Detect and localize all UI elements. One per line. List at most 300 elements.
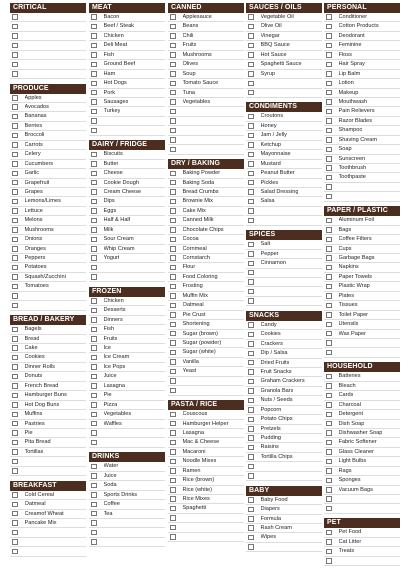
checkbox[interactable]: [248, 351, 254, 357]
checkbox[interactable]: [326, 255, 332, 261]
checkbox[interactable]: [170, 265, 176, 271]
checkbox[interactable]: [326, 118, 332, 124]
checkbox[interactable]: [248, 90, 254, 96]
checkbox[interactable]: [91, 317, 97, 323]
checkbox[interactable]: [326, 303, 332, 309]
list-item: [89, 51, 165, 60]
checkbox[interactable]: [326, 496, 332, 502]
checkbox[interactable]: [170, 312, 176, 318]
checkbox[interactable]: [91, 161, 97, 167]
checkbox[interactable]: [170, 118, 176, 124]
checkbox[interactable]: [12, 237, 18, 243]
checkbox[interactable]: [91, 412, 97, 418]
checkbox[interactable]: [170, 378, 176, 384]
checkbox[interactable]: [91, 71, 97, 77]
checkbox[interactable]: [91, 440, 97, 446]
checkbox[interactable]: [91, 43, 97, 49]
checkbox[interactable]: [91, 128, 97, 134]
checkbox[interactable]: [91, 109, 97, 115]
checkbox[interactable]: [170, 459, 176, 465]
checkbox[interactable]: [91, 90, 97, 96]
checkbox[interactable]: [170, 440, 176, 446]
checkbox[interactable]: [326, 274, 332, 280]
checkbox[interactable]: [326, 246, 332, 252]
item-label: Fish: [103, 51, 115, 58]
checkbox[interactable]: [248, 516, 254, 522]
checkbox[interactable]: [91, 81, 97, 87]
checkbox[interactable]: [248, 388, 254, 394]
checkbox[interactable]: [170, 421, 176, 427]
item-label: Treats: [338, 548, 355, 555]
checkbox[interactable]: [326, 81, 332, 87]
checkbox[interactable]: [170, 171, 176, 177]
checkbox[interactable]: [326, 539, 332, 545]
checkbox[interactable]: [326, 52, 332, 58]
checkbox[interactable]: [12, 539, 18, 545]
checkbox[interactable]: [12, 412, 18, 418]
checkbox[interactable]: [12, 199, 18, 205]
checkbox[interactable]: [248, 142, 254, 148]
checkbox[interactable]: [248, 369, 254, 375]
list-item: [168, 98, 244, 107]
checkbox[interactable]: [91, 308, 97, 314]
checkbox[interactable]: [12, 492, 18, 498]
checkbox[interactable]: [170, 227, 176, 233]
checkbox[interactable]: [12, 502, 18, 508]
list-item: [89, 226, 165, 235]
item-label: Broccoli: [24, 132, 45, 139]
list-item: [89, 32, 165, 41]
checkbox[interactable]: [12, 246, 18, 252]
checkbox[interactable]: [326, 99, 332, 105]
checkbox[interactable]: [12, 374, 18, 380]
checkbox[interactable]: [91, 393, 97, 399]
checkbox[interactable]: [12, 364, 18, 370]
checkbox[interactable]: [248, 322, 254, 328]
checkbox[interactable]: [12, 104, 18, 110]
checkbox[interactable]: [91, 502, 97, 508]
checkbox[interactable]: [326, 478, 332, 484]
checkbox[interactable]: [170, 534, 176, 540]
checkbox[interactable]: [326, 227, 332, 233]
checkbox[interactable]: [248, 199, 254, 205]
checkbox[interactable]: [12, 218, 18, 224]
checkbox[interactable]: [326, 558, 332, 564]
checkbox[interactable]: [326, 14, 332, 20]
checkbox[interactable]: [326, 383, 332, 389]
checkbox[interactable]: [248, 535, 254, 541]
checkbox[interactable]: [91, 483, 97, 489]
checkbox[interactable]: [170, 81, 176, 87]
checkbox[interactable]: [170, 237, 176, 243]
list-item: [10, 273, 86, 282]
checkbox[interactable]: [326, 412, 332, 418]
checkbox[interactable]: [170, 340, 176, 346]
checkbox[interactable]: [326, 293, 332, 299]
checkbox[interactable]: [248, 14, 254, 20]
checkbox[interactable]: [91, 421, 97, 427]
checkbox[interactable]: [326, 487, 332, 493]
checkbox[interactable]: [170, 255, 176, 261]
checkbox[interactable]: [326, 128, 332, 134]
checkbox[interactable]: [326, 468, 332, 474]
checkbox[interactable]: [326, 62, 332, 68]
checkbox[interactable]: [248, 445, 254, 451]
checkbox[interactable]: [91, 336, 97, 342]
checkbox[interactable]: [91, 237, 97, 243]
checkbox[interactable]: [170, 14, 176, 20]
checkbox[interactable]: [91, 62, 97, 68]
checkbox[interactable]: [248, 289, 254, 295]
checkbox[interactable]: [248, 62, 254, 68]
checkbox[interactable]: [12, 327, 18, 333]
checkbox[interactable]: [91, 171, 97, 177]
checkbox[interactable]: [248, 426, 254, 432]
item-label: Mushrooms: [24, 226, 54, 233]
checkbox[interactable]: [248, 123, 254, 129]
list-item: [10, 528, 86, 537]
checkbox[interactable]: [326, 43, 332, 49]
checkbox[interactable]: [326, 430, 332, 436]
checkbox[interactable]: [248, 24, 254, 30]
section-header: CRITICAL: [10, 3, 86, 13]
checkbox[interactable]: [91, 52, 97, 58]
checkbox[interactable]: [170, 180, 176, 186]
checkbox[interactable]: [326, 24, 332, 30]
checkbox[interactable]: [12, 393, 18, 399]
checkbox[interactable]: [170, 303, 176, 309]
checkbox[interactable]: [91, 492, 97, 498]
checkbox[interactable]: [248, 544, 254, 550]
checkbox[interactable]: [91, 180, 97, 186]
checkbox[interactable]: [326, 322, 332, 328]
checkbox[interactable]: [170, 359, 176, 365]
checkbox[interactable]: [12, 336, 18, 342]
checkbox[interactable]: [248, 454, 254, 460]
checkbox[interactable]: [91, 118, 97, 124]
checkbox[interactable]: [170, 199, 176, 205]
checkbox[interactable]: [170, 449, 176, 455]
list-item: [168, 410, 244, 419]
checkbox[interactable]: [248, 133, 254, 139]
checkbox[interactable]: [12, 152, 18, 158]
item-label: Rags: [338, 467, 352, 474]
checkbox[interactable]: [170, 90, 176, 96]
checkbox[interactable]: [91, 345, 97, 351]
checkbox[interactable]: [12, 549, 18, 555]
checkbox[interactable]: [248, 152, 254, 158]
checkbox[interactable]: [326, 218, 332, 224]
checkbox[interactable]: [326, 549, 332, 555]
checkbox[interactable]: [170, 293, 176, 299]
checkbox[interactable]: [12, 440, 18, 446]
checkbox[interactable]: [326, 331, 332, 337]
checkbox[interactable]: [248, 332, 254, 338]
checkbox[interactable]: [12, 33, 18, 39]
list-item: [324, 504, 400, 513]
item-label: Pretzels: [260, 425, 281, 432]
checkbox[interactable]: [170, 71, 176, 77]
checkbox[interactable]: [91, 218, 97, 224]
item-label: Olives: [182, 61, 199, 68]
checkbox[interactable]: [12, 530, 18, 536]
list-item: [168, 207, 244, 216]
checkbox[interactable]: [12, 421, 18, 427]
checkbox[interactable]: [12, 114, 18, 120]
checkbox[interactable]: [91, 430, 97, 436]
checkbox[interactable]: [12, 459, 18, 465]
checkbox[interactable]: [91, 464, 97, 470]
checkbox[interactable]: [12, 14, 18, 20]
checkbox[interactable]: [326, 175, 332, 181]
checkbox[interactable]: [91, 14, 97, 20]
list-item: [168, 330, 244, 339]
checkbox[interactable]: [12, 24, 18, 30]
checkbox[interactable]: [248, 180, 254, 186]
checkbox[interactable]: [170, 33, 176, 39]
checkbox[interactable]: [12, 227, 18, 233]
checkbox[interactable]: [248, 464, 254, 470]
checkbox[interactable]: [326, 237, 332, 243]
checkbox[interactable]: [170, 137, 176, 143]
checkbox[interactable]: [170, 99, 176, 105]
checkbox[interactable]: [170, 515, 176, 521]
item-label: Coffee Filters: [338, 236, 372, 243]
checkbox[interactable]: [248, 473, 254, 479]
checkbox[interactable]: [12, 265, 18, 271]
checkbox[interactable]: [12, 52, 18, 58]
item-label: Toothpaste: [338, 174, 366, 181]
checkbox[interactable]: [12, 430, 18, 436]
checkbox[interactable]: [248, 251, 254, 257]
list-item: [89, 519, 165, 528]
checkbox[interactable]: [326, 440, 332, 446]
list-item: [168, 126, 244, 135]
checkbox[interactable]: [170, 478, 176, 484]
checkbox[interactable]: [12, 161, 18, 167]
list-item: [168, 145, 244, 154]
checkbox[interactable]: [12, 383, 18, 389]
checkbox[interactable]: [248, 341, 254, 347]
list-item: [324, 107, 400, 116]
item-label: Pancake Mix: [24, 519, 57, 526]
checkbox[interactable]: [326, 312, 332, 318]
checkbox[interactable]: [12, 402, 18, 408]
checkbox[interactable]: [170, 52, 176, 58]
checkbox[interactable]: [170, 430, 176, 436]
item-label: Spaghetti Sauce: [260, 61, 302, 68]
checkbox[interactable]: [248, 52, 254, 58]
checkbox[interactable]: [170, 24, 176, 30]
checkbox[interactable]: [170, 388, 176, 394]
checkbox[interactable]: [248, 218, 254, 224]
checkbox[interactable]: [326, 265, 332, 271]
checkbox[interactable]: [248, 208, 254, 214]
list-item: [10, 344, 86, 353]
checkbox[interactable]: [248, 261, 254, 267]
checkbox[interactable]: [248, 360, 254, 366]
checkbox[interactable]: [248, 71, 254, 77]
checkbox[interactable]: [248, 298, 254, 304]
checkbox[interactable]: [170, 284, 176, 290]
item-label: Bacon: [103, 14, 120, 20]
checkbox[interactable]: [91, 539, 97, 545]
checkbox[interactable]: [248, 279, 254, 285]
checkbox[interactable]: [91, 402, 97, 408]
checkbox[interactable]: [248, 407, 254, 413]
checkbox[interactable]: [12, 468, 18, 474]
checkbox[interactable]: [12, 345, 18, 351]
checkbox[interactable]: [91, 374, 97, 380]
checkbox[interactable]: [12, 255, 18, 261]
checkbox[interactable]: [326, 449, 332, 455]
checkbox[interactable]: [170, 487, 176, 493]
checkbox[interactable]: [170, 322, 176, 328]
checkbox[interactable]: [326, 156, 332, 162]
checkbox[interactable]: [248, 114, 254, 120]
checkbox[interactable]: [12, 284, 18, 290]
checkbox[interactable]: [248, 81, 254, 87]
checkbox[interactable]: [326, 530, 332, 536]
checkbox[interactable]: [12, 142, 18, 148]
checkbox[interactable]: [326, 459, 332, 465]
checkbox[interactable]: [326, 109, 332, 115]
checkbox[interactable]: [248, 417, 254, 423]
checkbox[interactable]: [326, 71, 332, 77]
checkbox[interactable]: [12, 123, 18, 129]
checkbox[interactable]: [91, 265, 97, 271]
checkbox[interactable]: [170, 506, 176, 512]
list-item: [168, 448, 244, 457]
checkbox[interactable]: [91, 298, 97, 304]
checkbox[interactable]: [326, 284, 332, 290]
checkbox[interactable]: [170, 246, 176, 252]
checkbox[interactable]: [248, 33, 254, 39]
checkbox[interactable]: [170, 208, 176, 214]
checkbox[interactable]: [91, 327, 97, 333]
checkbox[interactable]: [248, 189, 254, 195]
checkbox[interactable]: [170, 62, 176, 68]
checkbox[interactable]: [170, 218, 176, 224]
checkbox[interactable]: [170, 412, 176, 418]
checkbox[interactable]: [326, 147, 332, 153]
checkbox[interactable]: [326, 33, 332, 39]
checkbox[interactable]: [91, 227, 97, 233]
checkbox[interactable]: [170, 128, 176, 134]
checkbox[interactable]: [170, 350, 176, 356]
checkbox[interactable]: [12, 449, 18, 455]
checkbox[interactable]: [91, 99, 97, 105]
checkbox[interactable]: [248, 379, 254, 385]
checkbox[interactable]: [170, 109, 176, 115]
column-1: [10, 3, 86, 561]
checkbox[interactable]: [12, 95, 18, 101]
checkbox[interactable]: [248, 43, 254, 49]
list-item: [89, 472, 165, 481]
checkbox[interactable]: [91, 246, 97, 252]
checkbox[interactable]: [91, 355, 97, 361]
checkbox[interactable]: [12, 43, 18, 49]
checkbox[interactable]: [248, 398, 254, 404]
item-label: Yeast: [182, 368, 197, 375]
checkbox[interactable]: [170, 147, 176, 153]
checkbox[interactable]: [12, 171, 18, 177]
checkbox[interactable]: [170, 369, 176, 375]
checkbox[interactable]: [326, 402, 332, 408]
checkbox[interactable]: [170, 468, 176, 474]
checkbox[interactable]: [326, 421, 332, 427]
checkbox[interactable]: [248, 435, 254, 441]
checkbox[interactable]: [326, 194, 332, 200]
checkbox[interactable]: [12, 133, 18, 139]
checkbox[interactable]: [326, 184, 332, 190]
checkbox[interactable]: [12, 303, 18, 309]
checkbox[interactable]: [91, 530, 97, 536]
checkbox[interactable]: [91, 255, 97, 261]
checkbox[interactable]: [12, 180, 18, 186]
checkbox[interactable]: [326, 90, 332, 96]
checkbox[interactable]: [12, 520, 18, 526]
checkbox[interactable]: [170, 274, 176, 280]
checkbox[interactable]: [91, 520, 97, 526]
checkbox[interactable]: [248, 161, 254, 167]
checkbox[interactable]: [170, 43, 176, 49]
checkbox[interactable]: [170, 525, 176, 531]
checkbox[interactable]: [326, 340, 332, 346]
checkbox[interactable]: [12, 62, 18, 68]
item-label: Ramen: [182, 467, 201, 474]
item-label: Dips: [103, 198, 115, 205]
checkbox[interactable]: [91, 199, 97, 205]
list-item: [89, 325, 165, 334]
checkbox[interactable]: [91, 364, 97, 370]
checkbox[interactable]: [91, 208, 97, 214]
list-item: [168, 197, 244, 206]
checkbox[interactable]: [12, 71, 18, 77]
checkbox[interactable]: [91, 274, 97, 280]
checkbox[interactable]: [326, 506, 332, 512]
checkbox[interactable]: [326, 374, 332, 380]
item-label: Noodle Mixes: [182, 458, 217, 465]
checkbox[interactable]: [12, 293, 18, 299]
checkbox[interactable]: [12, 274, 18, 280]
checkbox[interactable]: [91, 473, 97, 479]
list-item: [89, 245, 165, 254]
item-label: Cookie Dough: [103, 179, 139, 186]
checkbox[interactable]: [91, 189, 97, 195]
checkbox[interactable]: [248, 507, 254, 513]
checkbox[interactable]: [248, 171, 254, 177]
checkbox[interactable]: [170, 331, 176, 337]
checkbox[interactable]: [248, 525, 254, 531]
checkbox[interactable]: [326, 350, 332, 356]
checkbox[interactable]: [91, 152, 97, 158]
checkbox[interactable]: [12, 189, 18, 195]
checkbox[interactable]: [248, 242, 254, 248]
checkbox[interactable]: [170, 189, 176, 195]
checkbox[interactable]: [91, 383, 97, 389]
checkbox[interactable]: [12, 355, 18, 361]
checkbox[interactable]: [91, 24, 97, 30]
checkbox[interactable]: [91, 33, 97, 39]
checkbox[interactable]: [248, 270, 254, 276]
checkbox[interactable]: [12, 208, 18, 214]
checkbox[interactable]: [326, 137, 332, 143]
checkbox[interactable]: [326, 165, 332, 171]
checkbox[interactable]: [170, 496, 176, 502]
checkbox[interactable]: [326, 393, 332, 399]
checkbox[interactable]: [248, 497, 254, 503]
